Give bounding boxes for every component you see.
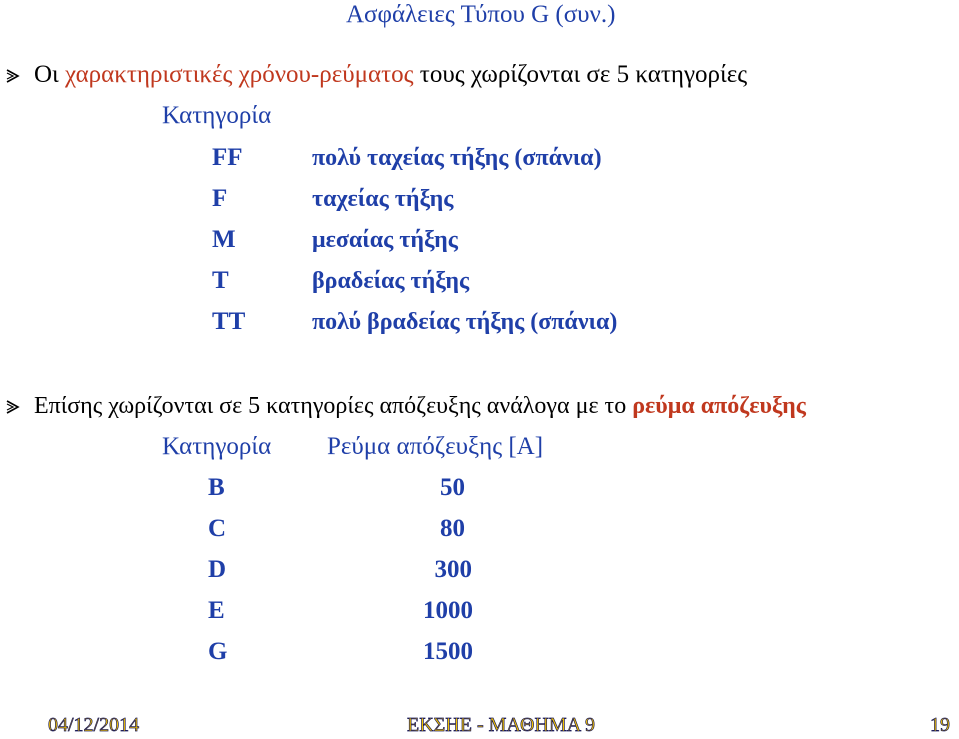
- bullet-highlight: ρεύμα απόζευξης: [632, 393, 806, 419]
- speed-category-heading: Κατηγορία: [162, 102, 272, 129]
- speed-desc: ταχείας τήξης: [312, 186, 454, 212]
- arrow-bullet-icon: [6, 69, 20, 83]
- bullet-breaking: [0, 391, 959, 421]
- breaking-amps: 50: [440, 474, 465, 501]
- bullet-timecurrent: [0, 60, 959, 90]
- breaking-amps: 1500: [423, 638, 473, 665]
- breaking-category-heading: Κατηγορία: [162, 433, 272, 460]
- footer-course: ΕΚΣΗΕ - ΜΑΘΗΜΑ 9: [407, 714, 596, 736]
- speed-code: TT: [212, 308, 246, 335]
- speed-desc: βραδείας τήξης: [312, 268, 470, 294]
- breaking-code: C: [208, 515, 227, 542]
- speed-desc: πολύ ταχείας τήξης (σπάνια): [312, 145, 602, 171]
- breaking-code: B: [208, 474, 225, 501]
- breaking-code: G: [208, 638, 228, 665]
- breaking-code: E: [208, 597, 225, 624]
- slide-title: Ασφάλειες Τύπου G (συν.): [346, 1, 616, 28]
- bullet-text: [34, 391, 806, 421]
- bullet-highlight: χαρακτηριστικές χρόνου-ρεύματος: [65, 61, 414, 88]
- footer-page-number: 19: [930, 714, 950, 736]
- breaking-amps: 1000: [423, 597, 473, 624]
- speed-desc: πολύ βραδείας τήξης (σπάνια): [312, 309, 618, 335]
- breaking-current-heading: Ρεύμα απόζευξης [A]: [327, 433, 544, 460]
- arrow-bullet-icon: [6, 400, 20, 414]
- breaking-code: D: [208, 556, 227, 583]
- bullet-text: [34, 60, 747, 90]
- bullet-prefix: Οι: [34, 61, 66, 88]
- speed-desc: μεσαίας τήξης: [312, 227, 458, 253]
- speed-code: M: [212, 226, 236, 253]
- speed-code: T: [212, 267, 229, 294]
- footer-date: 04/12/2014: [48, 714, 140, 736]
- breaking-amps: 300: [434, 556, 472, 583]
- speed-code: FF: [212, 144, 243, 171]
- bullet-suffix: τους χωρίζονται σε 5 κατηγορίες: [413, 61, 748, 88]
- speed-code: F: [212, 185, 228, 212]
- breaking-amps: 80: [440, 515, 465, 542]
- bullet-prefix: Επίσης χωρίζονται σε 5 κατηγορίες απόζευξης ανάλογα με το: [34, 393, 633, 419]
